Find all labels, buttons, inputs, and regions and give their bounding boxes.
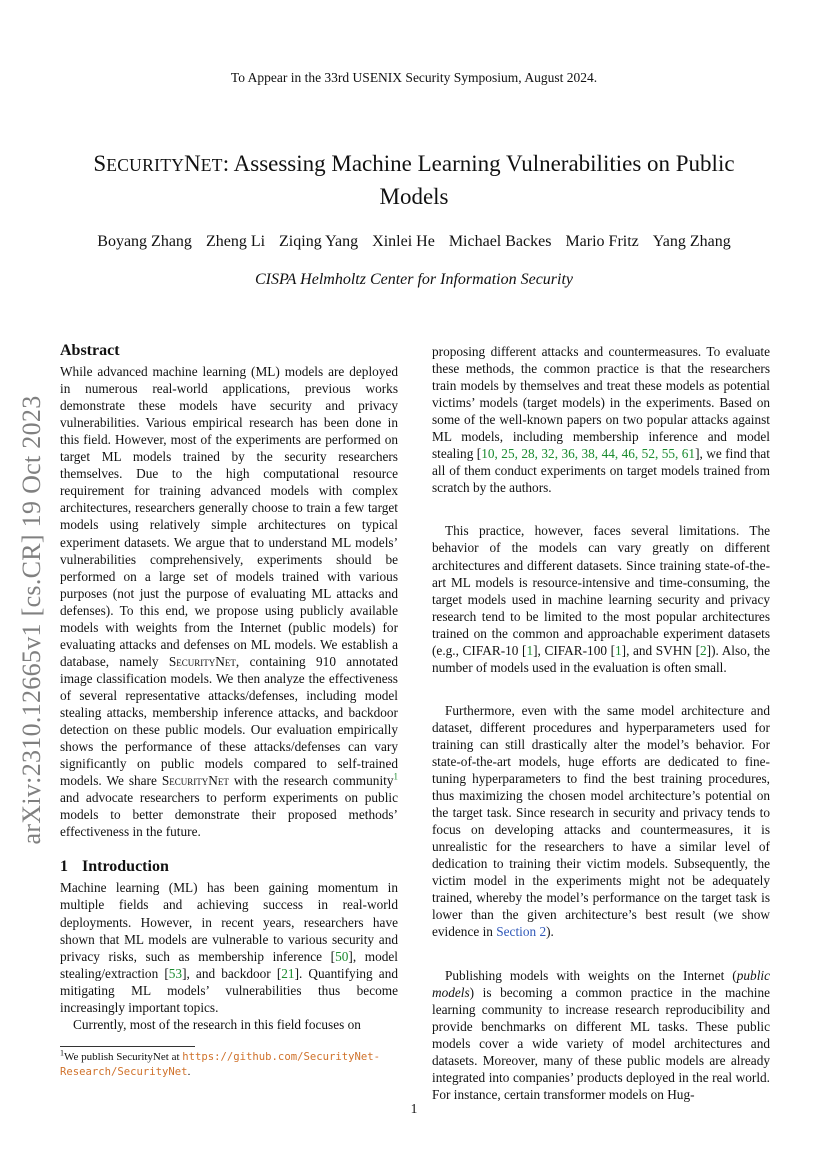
arxiv-stamp-text: arXiv:2310.12665v1 [cs.CR] 19 Oct 2023 [17,395,46,845]
citation-link[interactable]: 21 [281,965,295,981]
arxiv-stamp [12,370,52,870]
affiliation: CISPA Helmholtz Center for Information Security [254,271,574,288]
paper-title: SECURITYNET: Assessing Machine Learning Vulnerabilities on Public Models [93,151,735,209]
citation-link[interactable]: 50 [335,948,349,964]
footnote-url-link[interactable]: https://github.com/SecurityNet-Research/SecurityNet [60,1051,380,1078]
section-heading-introduction: 1 Introduction [60,858,169,876]
citation-link[interactable]: 1 [615,642,622,658]
section-link[interactable]: Section 2 [496,924,547,940]
author: Boyang Zhang [97,233,192,250]
footnote-marker[interactable]: 1 [393,771,398,782]
intro-paragraph-6: Publishing models with weights on the Internet (public models) is becoming a common practice in the machine learning community to increase research reproducibility and provide benchmarks on different ML tasks. These public models cover a wide variety of model architectures and datasets. Moreover, many of these public models are already integrated into companies’ products deployed in the real world. For instance, certain transformer models on Hug- [432,967,770,1102]
author: Zheng Li [205,233,266,250]
intro-paragraph-4: This practice, however, faces several limitations. The behavior of the models can vary greatly on different architectures and different datasets. Since training state-of-the-art ML models is resource-intensive and time-consuming, the target models used in machine learning security and privacy research tend to be limited to the most popular architectures trained on the common and approachable experiment datasets (e.g., CIFAR-10 [1], CIFAR-100 [1], and SVHN [2]). Also, the number of models used in the evaluation is often small. [432,523,770,675]
author: Yang Zhang [652,233,731,250]
footnote: $^1$We publish SecurityNet at https://github.com/SecurityNet-Research/SecurityNet. [60,1048,380,1078]
author: Ziqing Yang [279,233,359,250]
intro-paragraph-2: Currently, most of the research in this field focuses on [73,1016,361,1032]
author: Mario Fritz [565,233,639,250]
citation-link[interactable]: 2 [700,642,707,658]
venue-line: To Appear in the 33rd USENIX Security Symposium, August 2024. [230,70,598,85]
citation-links[interactable]: 10, 25, 28, 32, 36, 38, 44, 46, 52, 55, 61 [481,446,696,462]
left-column [60,342,398,1033]
intro-paragraph-5: Furthermore, even with the same model architecture and dataset, different procedures and hyperparameters used for training can still drastically alter the model’s behavior. For state-of-the-art models, huge efforts are dedicated to fine-tuning hyperparameters to find the best training procedures, thus maximizing the chosen model architecture’s potential on the target task. Since research in security and privacy tends to focus on developing attacks and countermeasures, it is unrealistic for the researchers to have a similar level of dedication to training their victim models. Subsequently, the victim model in the experiments might not be adequately trained, whereby the model’s performance on the target task is lower than the given architecture’s best result (we show evidence in Section 2). [432,702,770,940]
author: Michael Backes [448,233,552,250]
citation-link[interactable]: 53 [168,965,183,981]
author-list [0,233,828,251]
intro-paragraph-1: Machine learning (ML) has been gaining momentum in multiple fields and achieving success in real-world deployments. However, in recent years, researchers have shown that ML models are vulnerable to various security and privacy risks, such as membership inference [50], model stealing/extraction [53], and backdoor [21]. Quantifying and mitigating ML models’ vulnerabilities thus become increasingly important topics. [60,880,399,1015]
author: Xinlei He [372,233,435,250]
abstract-paragraph: While advanced machine learning (ML) models are deployed in numerous real-world applications, previous works demonstrate these models have security and privacy vulnerabilities. Various empirical research has been done in this field. However, most of the experiments are performed on target ML models trained by the security researchers themselves. Due to the high computational resource requirement for training advanced models with complex architectures, researchers generally choose to train a few target models using relatively simple architectures on typical experiment datasets. We argue that to understand ML models’ vulnerabilities comprehensively, experiments should be performed on a large set of models trained with various purposes (not just the purpose of evaluating ML attacks and defenses). To this end, we propose using publicly available models with weights from the Internet (public models) for evaluating attacks and defenses on ML models. We establish a database, namely SecurityNet, containing 910 annotated image classification models. We then analyze the effectiveness of several representative attacks/defenses, including model stealing attacks, membership inference attacks, and backdoor detection on these public models. Our evaluation empirically shows the performance of these attacks/defenses can vary significantly on public models compared to self-trained models. We share SecurityNet with the research community$^1$ and advocate researchers to perform experiments on public models to better demonstrate their proposed methods’ effectiveness in the future. [60,364,398,840]
footnote-divider [60,1046,195,1047]
right-column [432,343,770,1103]
citation-link[interactable]: 1 [526,642,534,658]
abstract-heading: Abstract [60,342,120,359]
intro-paragraph-3: proposing different attacks and countermeasures. To evaluate these methods, the common practice is that the researchers train models by themselves and treat these models as potential victims’ models (target models) in the experiments. Based on some of the well-known papers on two popular attacks against ML models, including membership inference and model stealing [10, 25, 28, 32, 36, 38, 44, 46, 52, 55, 61], we find that all of them conduct experiments on target models trained from scratch by the authors. [432,344,770,496]
page-number: 1 [410,1101,418,1116]
